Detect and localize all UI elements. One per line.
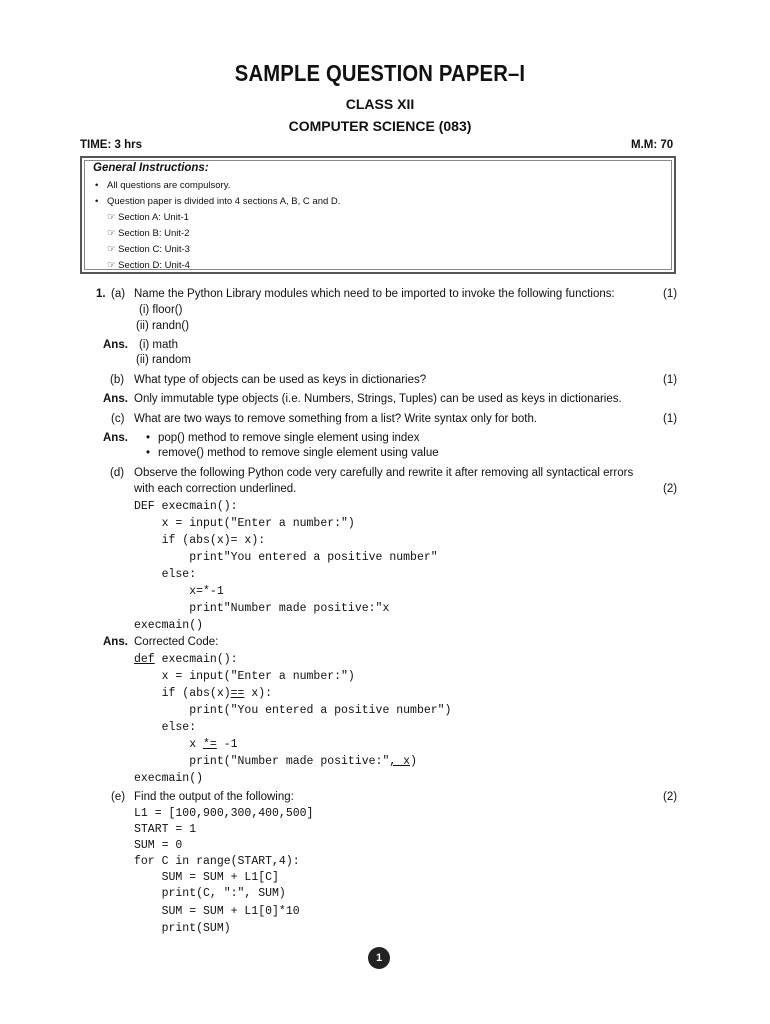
correction: *=	[203, 738, 217, 751]
corrected-code-line	[134, 653, 238, 666]
marks-label: (1)	[663, 374, 678, 386]
code-text: x	[134, 738, 204, 751]
corrected-code-line: else:	[134, 721, 197, 734]
code-text: if (abs(x)	[134, 687, 231, 700]
code-line: for C in range(START,4):	[134, 855, 300, 868]
correction: def	[134, 653, 155, 666]
question-text: with each correction underlined.	[134, 483, 297, 495]
corrected-code-line	[134, 687, 272, 700]
correction: , x	[389, 755, 411, 768]
part-label: (b)	[110, 374, 125, 386]
answer-label: Ans.	[103, 432, 128, 444]
marks-label: (1)	[663, 413, 678, 425]
code-text: print("Number made positive:"	[134, 755, 390, 768]
page-number: 1	[368, 947, 390, 969]
code-line: print(SUM)	[134, 922, 231, 935]
code-line: SUM = SUM + L1[0]*10	[134, 905, 300, 918]
code-line: if (abs(x)= x):	[134, 534, 266, 547]
question-text: Name the Python Library modules which need to be imported to invoke the following functions:	[134, 288, 615, 300]
answer-title: Corrected Code:	[134, 636, 219, 648]
corrected-code-line: execmain()	[134, 772, 204, 785]
instruction-item: • Question paper is divided into 4 sections A, B, C and D.	[107, 196, 340, 207]
code-line: START = 1	[134, 823, 197, 836]
answer-text: (ii) random	[136, 354, 191, 366]
paper-title: SAMPLE QUESTION PAPER–I	[234, 60, 526, 86]
max-marks-label: M.M: 70	[631, 139, 674, 151]
option-item: (i) floor()	[139, 304, 183, 316]
code-line: x = input("Enter a number:")	[134, 517, 355, 530]
answer-text: • remove() method to remove single element using value	[158, 447, 439, 459]
question-text: What type of objects can be used as keys in dictionaries?	[134, 374, 427, 386]
question-text: Find the output of the following:	[134, 791, 294, 803]
instructions-title: General Instructions:	[93, 162, 209, 174]
code-line: L1 = [100,900,300,400,500]	[134, 807, 314, 820]
marks-label: (2)	[663, 483, 678, 495]
answer-label: Ans.	[103, 339, 128, 351]
answer-label: Ans.	[103, 393, 128, 405]
part-label: (d)	[110, 467, 125, 479]
code-line: SUM = 0	[134, 839, 183, 852]
code-line: print(C, ":", SUM)	[134, 887, 286, 900]
answer-label: Ans.	[103, 636, 128, 648]
answer-text: (i) math	[139, 339, 178, 351]
corrected-code-line	[134, 738, 238, 751]
part-label: (a)	[111, 288, 126, 300]
code-line: DEF execmain():	[134, 500, 238, 513]
section-item: ☞ Section A: Unit-1	[107, 212, 189, 223]
question-number: 1.	[96, 288, 106, 300]
code-text: )	[410, 755, 417, 768]
code-line: SUM = SUM + L1[C]	[134, 871, 279, 884]
question-text: Observe the following Python code very carefully and rewrite it after removing all syntactical errors	[134, 467, 634, 479]
section-item: ☞ Section D: Unit-4	[107, 260, 190, 271]
code-text: execmain():	[154, 653, 238, 666]
section-item: ☞ Section C: Unit-3	[107, 244, 190, 255]
corrected-code-line	[134, 755, 417, 768]
question-text: What are two ways to remove something from a list? Write syntax only for both.	[134, 413, 538, 425]
time-label: TIME: 3 hrs	[80, 139, 142, 151]
code-text: x):	[244, 687, 273, 700]
section-item: ☞ Section B: Unit-2	[107, 228, 190, 239]
corrected-code-line: print("You entered a positive number")	[134, 704, 452, 717]
part-label: (e)	[111, 791, 126, 803]
part-label: (c)	[111, 413, 125, 425]
answer-text: Only immutable type objects (i.e. Numbers, Strings, Tuples) can be used as keys in dictionaries.	[134, 393, 622, 405]
marks-label: (2)	[663, 791, 678, 803]
subject-label: COMPUTER SCIENCE (083)	[288, 118, 472, 134]
code-text: -1	[216, 738, 238, 751]
correction: ==	[230, 687, 245, 700]
code-line: x=*-1	[134, 585, 224, 598]
code-line: else:	[134, 568, 197, 581]
option-item: (ii) randn()	[136, 320, 190, 332]
answer-text: • pop() method to remove single element using index	[158, 432, 419, 444]
code-line: print"You entered a positive number"	[134, 551, 438, 564]
marks-label: (1)	[663, 288, 678, 300]
code-line: print"Number made positive:"x	[134, 602, 390, 615]
class-label: CLASS XII	[345, 96, 415, 112]
code-line: execmain()	[134, 619, 204, 632]
instruction-item: • All questions are compulsory.	[107, 180, 230, 191]
corrected-code-line: x = input("Enter a number:")	[134, 670, 355, 683]
